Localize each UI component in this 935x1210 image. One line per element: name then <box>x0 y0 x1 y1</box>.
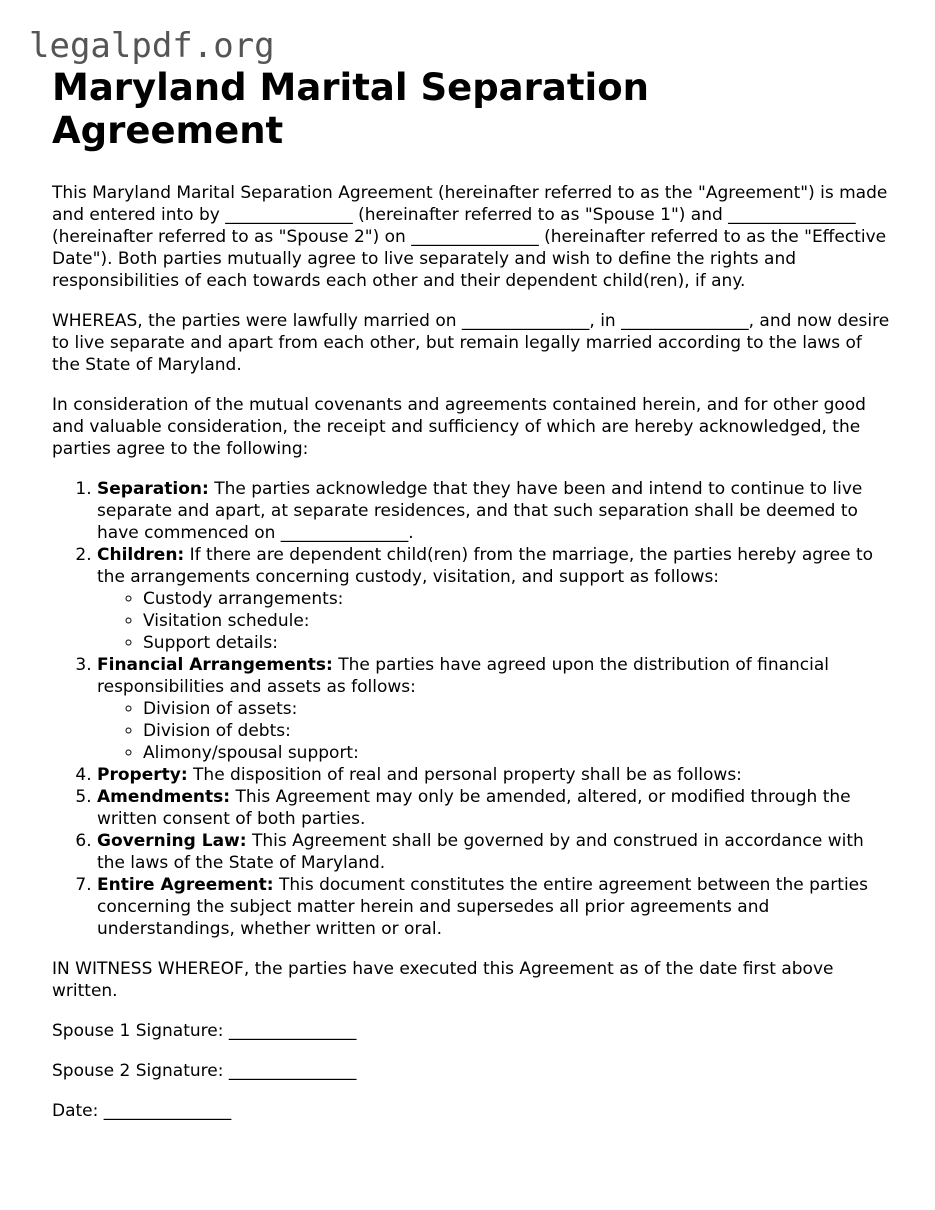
list-item: ◦ Support details: <box>143 632 892 654</box>
term-children <box>97 544 892 654</box>
term-governing-law <box>97 830 892 874</box>
page-title: Maryland Marital Separation Agreement <box>52 66 649 152</box>
list-item: ◦ Visitation schedule: <box>143 610 892 632</box>
term-title: Entire Agreement: <box>97 875 274 895</box>
term-title: Governing Law: <box>97 831 247 851</box>
terms-list <box>52 478 892 940</box>
term-text: The parties have agreed upon the distribution of financial responsibilities and assets as follows: <box>97 655 830 697</box>
term-title: Children: <box>97 545 185 565</box>
witness-paragraph: IN WITNESS WHEREOF, the parties have executed this Agreement as of the date first above written. <box>52 959 834 1001</box>
spouse2-signature-line: Spouse 2 Signature: _______________ <box>52 1061 357 1081</box>
term-text: This Agreement may only be amended, altered, or modified through the written consent of both parties. <box>97 787 851 829</box>
date-line: Date: _______________ <box>52 1101 232 1121</box>
term-text: This Agreement shall be governed by and construed in accordance with the laws of the State of Maryland. <box>97 831 864 873</box>
children-sublist <box>97 588 892 654</box>
list-item: ◦ Division of debts: <box>143 720 892 742</box>
term-entire-agreement <box>97 874 892 940</box>
term-title: Separation: <box>97 479 209 499</box>
term-separation <box>97 478 892 544</box>
watermark-logo: legalpdf.org <box>29 26 275 66</box>
intro-paragraph: This Maryland Marital Separation Agreement (hereinafter referred to as the "Agreement") is made and entered into by _______________ (hereinafter referred to as "Spouse 1") and _______________ (hereinafter referred to as "Spouse 2") on _______________ (hereinafter referred to as the "Effective Date"). Both parties mutually agree to live separately and wish to define the rights and responsibilities of each towards each other and their dependent child(ren), if any. <box>52 183 888 291</box>
list-item: ◦ Custody arrangements: <box>143 588 892 610</box>
signature-block <box>52 1020 892 1122</box>
term-amendments <box>97 786 892 830</box>
list-item: ◦ Division of assets: <box>143 698 892 720</box>
term-text: If there are dependent child(ren) from the marriage, the parties hereby agree to the arrangements concerning custody, visitation, and support as follows: <box>97 545 874 587</box>
financial-sublist <box>97 698 892 764</box>
term-financial <box>97 654 892 764</box>
term-text: The parties acknowledge that they have been and intend to continue to live separate and apart, at separate residences, and that such separation shall be deemed to have commenced on _______________. <box>97 479 863 543</box>
term-title: Property: <box>97 765 188 785</box>
term-text: This document constitutes the entire agreement between the parties concerning the subject matter herein and supersedes all prior agreements and understandings, whether written or oral. <box>97 875 868 939</box>
consideration-paragraph: In consideration of the mutual covenants and agreements contained herein, and for other good and valuable consideration, the receipt and sufficiency of which are hereby acknowledged, the parties agree to the following: <box>52 395 866 459</box>
whereas-paragraph: WHEREAS, the parties were lawfully married on _______________, in _______________, and now desire to live separate and apart from each other, but remain legally married according to the laws of the State of Maryland. <box>52 311 890 375</box>
term-title: Financial Arrangements: <box>97 655 333 675</box>
document-page <box>52 66 892 1140</box>
list-item: ◦ Alimony/spousal support: <box>143 742 892 764</box>
spouse1-signature-line: Spouse 1 Signature: _______________ <box>52 1021 357 1041</box>
term-property <box>97 764 892 786</box>
term-text: The disposition of real and personal property shall be as follows: <box>187 765 742 785</box>
term-title: Amendments: <box>97 787 231 807</box>
